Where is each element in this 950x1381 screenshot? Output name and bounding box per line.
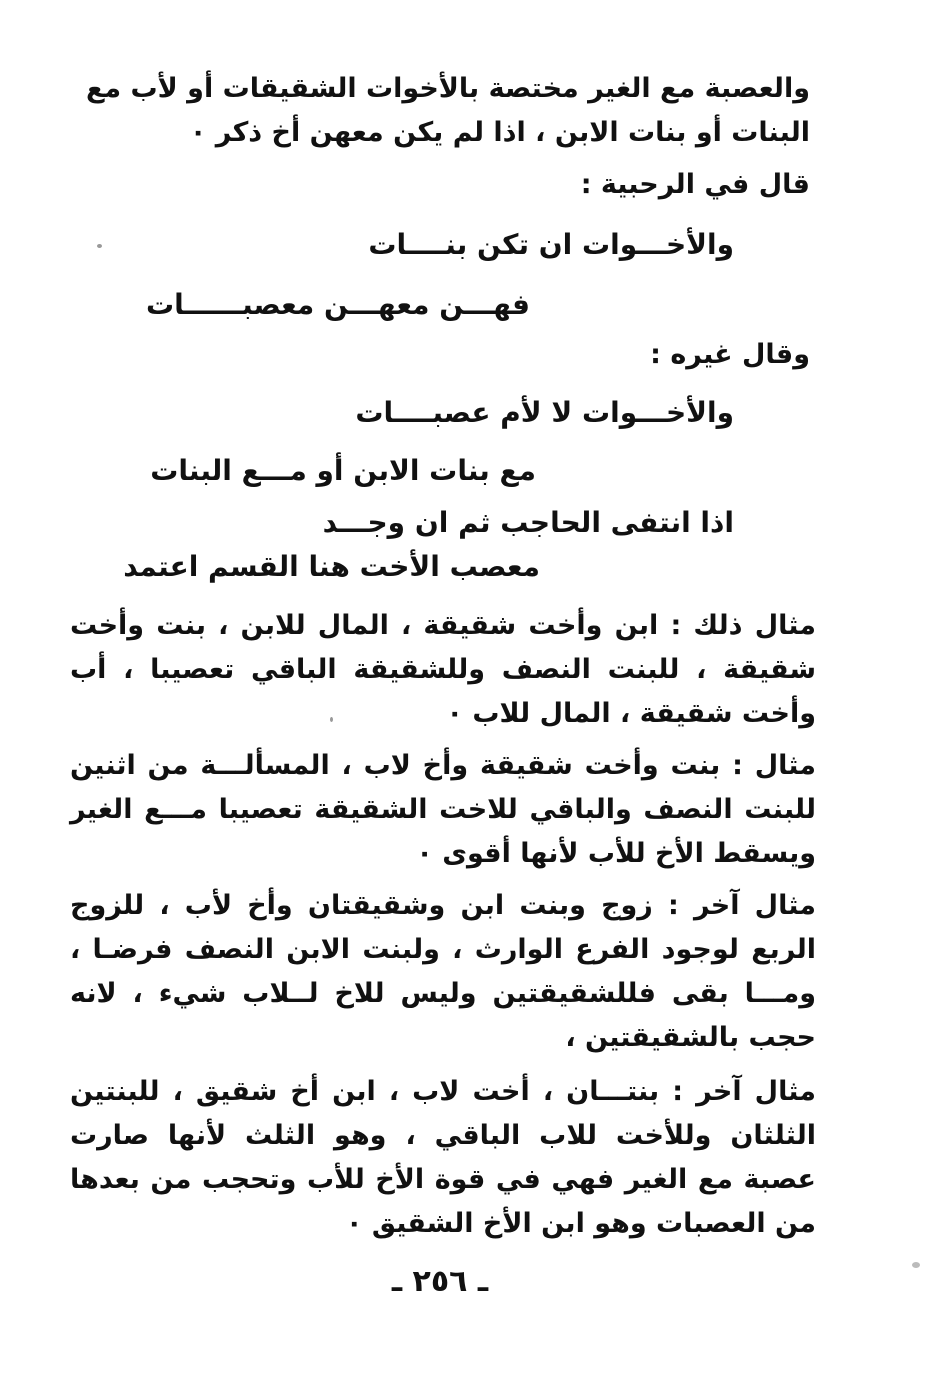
example-paragraph-2: مثال : بنت وأخت شقيقة وأخ لاب ، المسألـــة من اثنين للبنت النصف والباقي للاخت الشقيقة تعصيبا مـــع الغير ويسقط الأخ للأب لأنها أقوى ٠ [70,750,816,869]
other-verse-1: والأخـــوات لا لأم عصبــــات [355,396,734,429]
example-paragraph-4: مثال آخر : بنتـــان ، أخت لاب ، ابن أخ شقيق ، للبنتين الثلثان وللأخت للاب الباقي ، وهو الثلث لأنها صارت عصبة مع الغير فهي في قوة الأخ للأب وتحجب من بعدها من العصبات وهو ابن الأخ الشقيق ٠ [70,1076,816,1239]
other-heading: وقال غيره : [650,339,810,370]
scan-speck [97,244,102,248]
rahbiya-heading: قال في الرحبية : [580,169,810,200]
page-number: ـ ٢٥٦ ـ [391,1264,489,1299]
example-paragraph-1: مثال ذلك : ابن وأخت شقيقة ، المال للابن ، بنت وأخت شقيقة ، للبنت النصف وللشقيقة الباقي تعصيبا ، أب وأخت شقيقة ، المال للاب ٠ [70,610,816,729]
rahbiya-verse-1: والأخـــوات ان تكن بنــــات [368,228,734,261]
other-verse-2: مع بنات الابن أو مـــع البنات [150,454,536,487]
other-verse-4: معصب الأخت هنا القسم اعتمد [123,550,540,583]
other-verse-3: اذا انتفى الحاجب ثم ان وجـــد [322,506,734,539]
intro-line-2: البنات أو بنات الابن ، اذا لم يكن معهن أخ ذكر ٠ [189,117,810,148]
rahbiya-verse-2: فهـــن معهـــن معصبــــــات [146,288,530,321]
intro-line-1: والعصبة مع الغير مختصة بالأخوات الشقيقات أو لأب مع [85,73,810,104]
scan-speck [912,1262,920,1268]
example-paragraph-3: مثال آخر : زوج وبنت ابن وشقيقتان وأخ لأب ، للزوج الربع لوجود الفرع الوارث ، ولبنت الابن النصف فرضـا ، ومـــا بقى فللشقيقتين وليس للاخ لــلاب شيء ، لانه حجب بالشقيقتين ، [70,890,816,1053]
scan-speck [330,717,333,722]
